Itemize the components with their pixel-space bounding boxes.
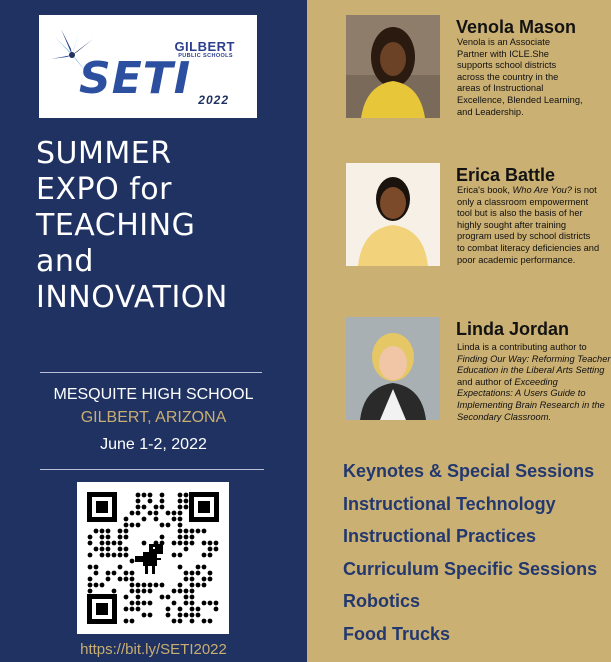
venue-school: MESQUITE HIGH SCHOOL: [53, 386, 254, 403]
bio-line: Secondary Classroom.: [457, 411, 552, 422]
bio-line: areas of Instructional: [457, 83, 544, 94]
headline-line: EXPO for: [36, 172, 172, 207]
logo-year: 2022: [198, 93, 229, 107]
bio-line: program used by school districts: [457, 231, 591, 242]
bio-line: supports school districts: [457, 60, 557, 71]
speaker-bio: [457, 342, 610, 423]
bio-line: and Leadership.: [457, 106, 524, 117]
speaker-bio: [457, 37, 583, 118]
bio-line: Partner with ICLE.She: [457, 48, 549, 59]
topic-item: Curriculum Specific Sessions: [343, 558, 598, 579]
venue-dates: June 1-2, 2022: [100, 436, 207, 453]
seti-logo: [39, 15, 257, 118]
topic-item: Keynotes & Special Sessions: [343, 461, 595, 481]
topic-item: Instructional Practices: [343, 526, 537, 547]
qr-code-graphic: [87, 492, 219, 624]
headline-line: and: [36, 244, 94, 279]
bio-line: Venola is an Associate: [457, 37, 551, 47]
bio-line: Finding Our Way: Reforming Teacher: [457, 353, 611, 364]
topic-item: Instructional Technology: [343, 493, 556, 514]
speaker-name: Linda Jordan: [456, 319, 570, 339]
bio-line: highly sought after training: [457, 219, 567, 230]
speaker-name: Venola Mason: [456, 17, 577, 37]
qr-code[interactable]: [77, 482, 229, 634]
bio-line: Education in the Liberal Arts Setting: [457, 365, 605, 376]
bio-line: Expectations: A Users Guide to: [457, 388, 586, 399]
headline-line: TEACHING: [36, 208, 196, 243]
venue-city: GILBERT, ARIZONA: [80, 409, 227, 426]
topic-list: [343, 460, 597, 656]
speaker-name: Erica Battle: [456, 165, 556, 185]
bio-line: and author of Exceeding: [457, 376, 558, 387]
bio-line: Erica's book, Who Are You? is not: [457, 185, 597, 195]
headline-line: INNOVATION: [36, 280, 228, 315]
event-url-link[interactable]: https://bit.ly/SETI2022: [80, 641, 227, 658]
logo-name: SETI: [79, 53, 192, 104]
bio-line: only a classroom empowerment: [457, 196, 589, 207]
logo-brand: GILBERT: [174, 39, 235, 54]
speaker-bio: [457, 185, 599, 266]
divider: [40, 469, 264, 470]
speaker-photo-linda: [346, 317, 440, 420]
speaker-photo-erica: [346, 163, 440, 266]
bio-line: Implementing Brain Research in the: [457, 399, 605, 410]
logo-brand-sub: PUBLIC SCHOOLS: [178, 53, 233, 59]
topic-item: Food Trucks: [343, 623, 451, 644]
bio-line: tool but is also the basis of her: [457, 208, 583, 219]
bio-line: Linda is a contributing author to: [457, 342, 587, 352]
event-headline: [36, 136, 228, 316]
bio-line: poor academic performance.: [457, 254, 576, 265]
bio-line: to combat literacy deficiencies and: [457, 242, 600, 253]
bio-line: Excellence, Blended Learning,: [457, 94, 583, 105]
divider: [40, 372, 262, 373]
dinosaur-icon: [135, 544, 163, 574]
speaker-photo-venola: [346, 15, 440, 118]
bio-line: across the country in the: [457, 71, 559, 82]
topic-item: Robotics: [343, 591, 421, 612]
headline-line: SUMMER: [36, 136, 172, 171]
